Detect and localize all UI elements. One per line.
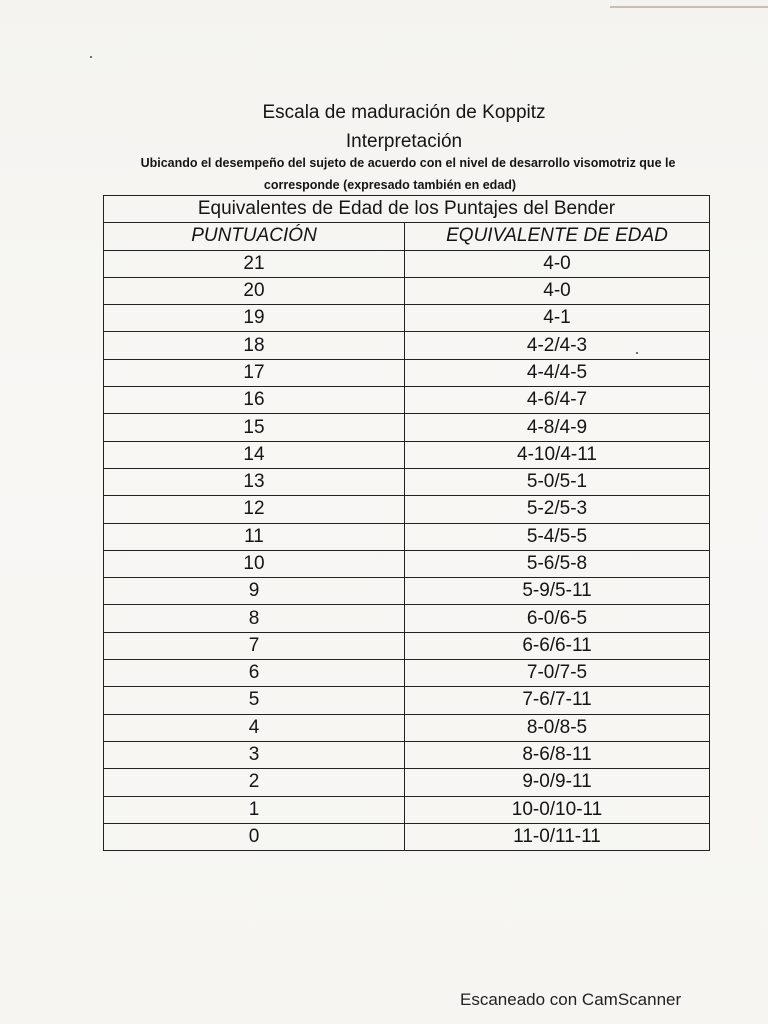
column-header-score: PUNTUACIÓN <box>104 223 405 250</box>
table-caption: Equivalentes de Edad de los Puntajes del Bender <box>104 196 710 223</box>
score-cell: 1 <box>104 796 405 823</box>
age-equivalent-cell: 5-0/5-1 <box>405 468 710 495</box>
age-equivalent-cell: 7-6/7-11 <box>405 687 710 714</box>
camscanner-watermark: Escaneado con CamScanner <box>460 990 682 1009</box>
age-equivalent-cell: 11-0/11-11 <box>405 823 710 850</box>
score-cell: 19 <box>104 305 405 332</box>
score-cell: 10 <box>104 550 405 577</box>
table-row <box>104 523 710 550</box>
score-cell: 9 <box>104 578 405 605</box>
table-row <box>104 250 710 277</box>
scan-speck <box>90 56 92 58</box>
score-cell: 7 <box>104 632 405 659</box>
age-equivalent-cell: 4-8/4-9 <box>405 414 710 441</box>
age-equivalent-cell: 10-0/10-11 <box>405 796 710 823</box>
age-equivalent-cell: 4-0 <box>405 250 710 277</box>
table-body <box>104 250 710 851</box>
score-cell: 14 <box>104 441 405 468</box>
table-row <box>104 441 710 468</box>
score-cell: 15 <box>104 414 405 441</box>
table-row <box>104 714 710 741</box>
table-row <box>104 468 710 495</box>
age-equivalent-cell: 5-9/5-11 <box>405 578 710 605</box>
table-row <box>104 605 710 632</box>
table-row <box>104 796 710 823</box>
age-equivalent-cell: 7-0/7-5 <box>405 660 710 687</box>
age-equivalent-cell: 4-1 <box>405 305 710 332</box>
table-row <box>104 277 710 304</box>
document-description-line-2: corresponde (expresado también en edad) <box>263 178 517 192</box>
score-cell: 3 <box>104 741 405 768</box>
table-row <box>104 550 710 577</box>
table-row <box>104 741 710 768</box>
score-cell: 11 <box>104 523 405 550</box>
score-cell: 17 <box>104 359 405 386</box>
table-row <box>104 387 710 414</box>
age-equivalent-cell: 4-6/4-7 <box>405 387 710 414</box>
table-row <box>104 578 710 605</box>
age-equivalent-cell: 5-4/5-5 <box>405 523 710 550</box>
age-equivalent-cell: 4-10/4-11 <box>405 441 710 468</box>
age-equivalent-cell: 9-0/9-11 <box>405 769 710 796</box>
age-equivalent-cell: 4-4/4-5 <box>405 359 710 386</box>
table-row <box>104 769 710 796</box>
age-equivalent-cell: 5-6/5-8 <box>405 550 710 577</box>
table-row <box>104 496 710 523</box>
score-cell: 2 <box>104 769 405 796</box>
score-cell: 16 <box>104 387 405 414</box>
paper-edge-line <box>610 6 768 8</box>
score-equivalents-table <box>103 195 710 851</box>
table-row <box>104 687 710 714</box>
age-equivalent-cell: 8-6/8-11 <box>405 741 710 768</box>
column-header-age-equivalent: EQUIVALENTE DE EDAD <box>405 223 710 250</box>
age-equivalent-cell: 6-0/6-5 <box>405 605 710 632</box>
table-row <box>104 359 710 386</box>
table-row <box>104 660 710 687</box>
age-equivalent-cell: 4-2/4-3 <box>405 332 710 359</box>
score-cell: 6 <box>104 660 405 687</box>
score-cell: 8 <box>104 605 405 632</box>
age-equivalent-cell: 5-2/5-3 <box>405 496 710 523</box>
table-row <box>104 823 710 850</box>
score-cell: 20 <box>104 277 405 304</box>
score-cell: 4 <box>104 714 405 741</box>
score-cell: 18 <box>104 332 405 359</box>
age-equivalent-cell: 4-0 <box>405 277 710 304</box>
age-equivalent-cell: 6-6/6-11 <box>405 632 710 659</box>
score-cell: 5 <box>104 687 405 714</box>
table-row <box>104 332 710 359</box>
age-equivalent-cell: 8-0/8-5 <box>405 714 710 741</box>
score-cell: 0 <box>104 823 405 850</box>
table-row <box>104 414 710 441</box>
document-description-line-1: Ubicando el desempeño del sujeto de acuerdo con el nivel de desarrollo visomotriz que le <box>140 156 676 170</box>
score-cell: 13 <box>104 468 405 495</box>
document-subtitle: Interpretación <box>345 131 463 152</box>
score-cell: 12 <box>104 496 405 523</box>
document-title: Escala de maduración de Koppitz <box>262 102 546 123</box>
table-row <box>104 632 710 659</box>
score-cell: 21 <box>104 250 405 277</box>
table-row <box>104 305 710 332</box>
